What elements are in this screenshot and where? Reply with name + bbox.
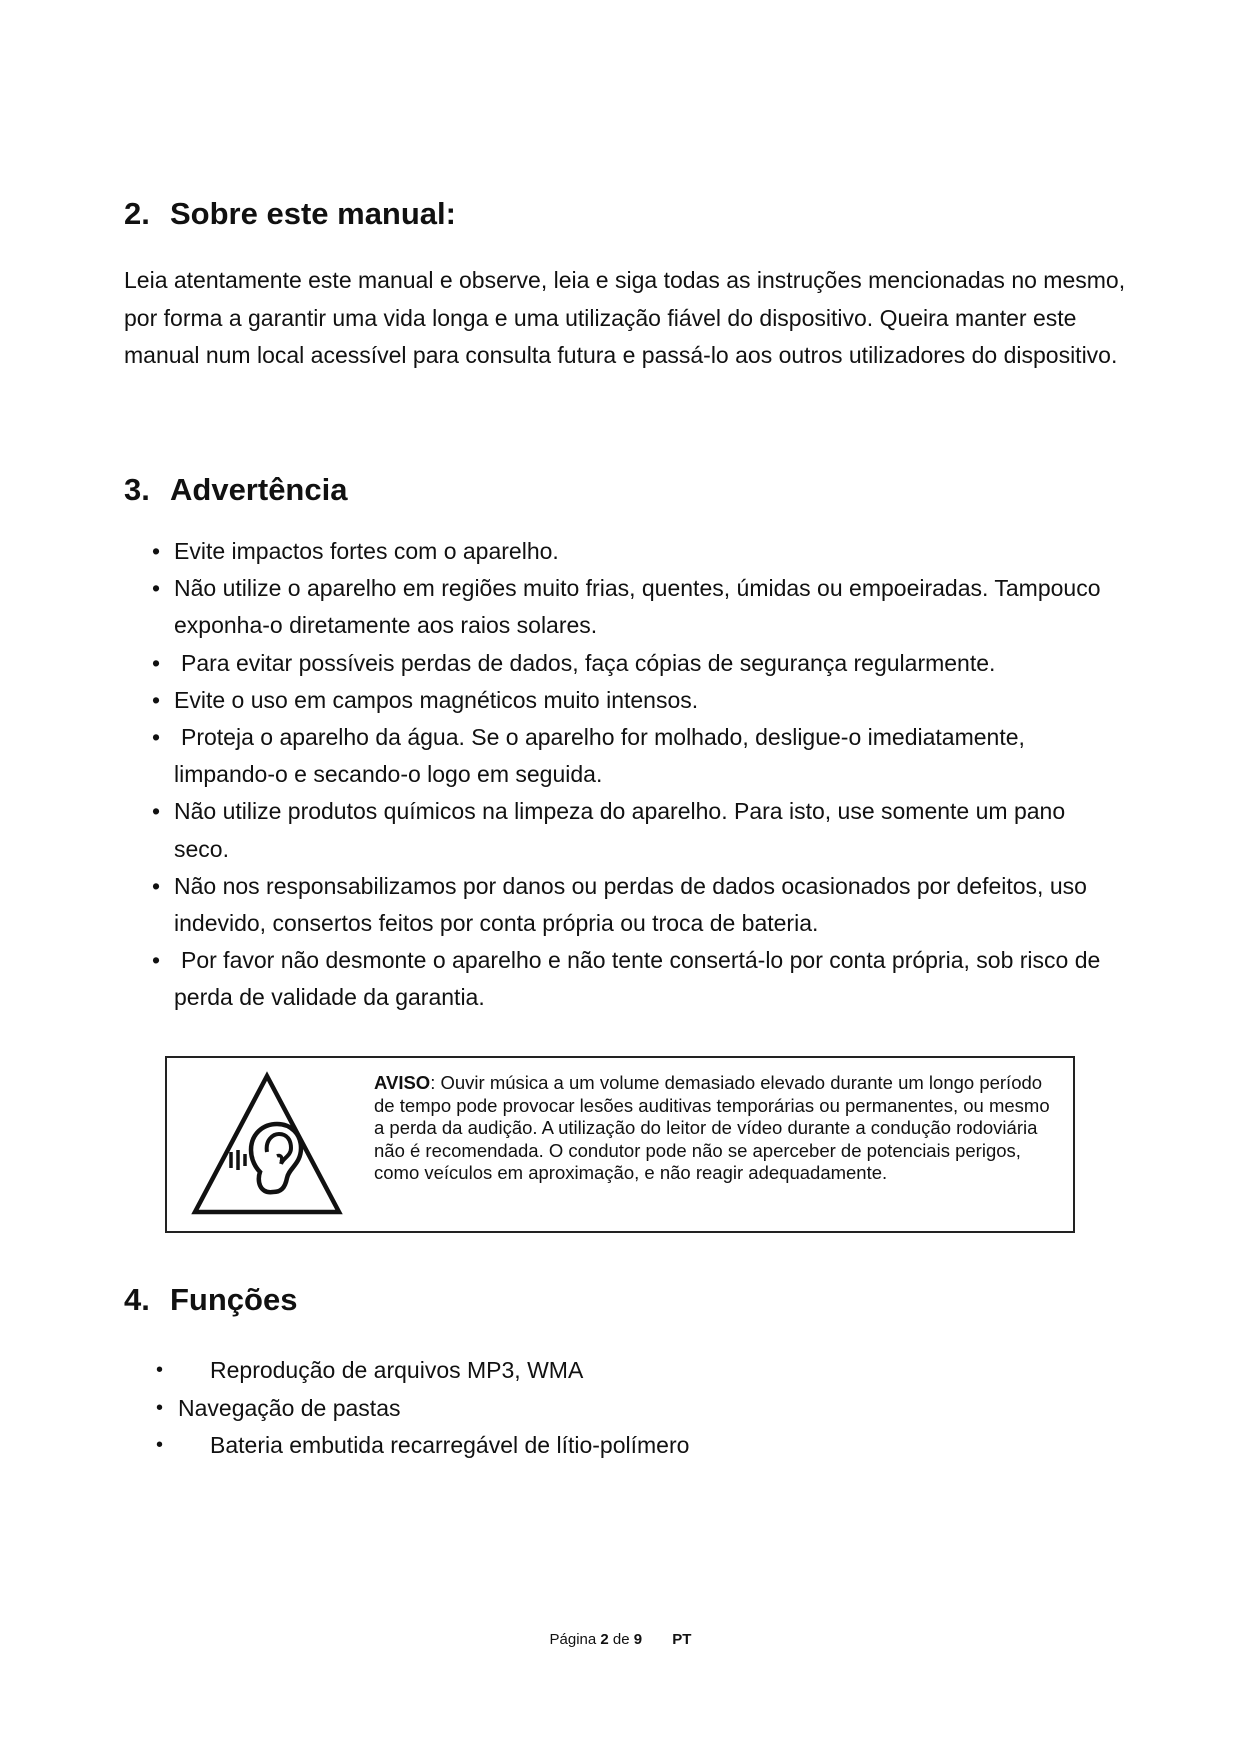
warning-list bbox=[124, 533, 1124, 1017]
section-heading-manual bbox=[124, 196, 456, 232]
list-item: • Bateria embutida recarregável de lítio-polímero bbox=[156, 1432, 690, 1458]
list-item: • Não nos responsabilizamos por danos ou perdas de dados ocasionados por defeitos, uso indevido, consertos feitos por conta própria ou troca de bateria. bbox=[152, 872, 1087, 937]
list-item: • Reprodução de arquivos MP3, WMA bbox=[156, 1357, 584, 1383]
list-item: • Evite impactos fortes com o aparelho. bbox=[152, 538, 559, 564]
hearing-warning-text: AVISO: Ouvir música a um volume demasiado elevado durante um longo período de tempo pode provocar lesões auditivas temporárias ou permanentes, ou mesmo a perda da audição. A utilização do leitor de vídeo durante a condução rodoviária não é recomendada. O condutor pode não se aperceber de potenciais perigos, como veículos em aproximação, e não reagir adequadamente. bbox=[374, 1072, 1050, 1184]
section-number: 2. bbox=[124, 196, 150, 231]
section-number: 4. bbox=[124, 1282, 150, 1317]
section-title: Advertência bbox=[170, 472, 348, 507]
list-item: • Por favor não desmonte o aparelho e não tente consertá-lo por conta própria, sob risco de perda de validade da garantia. bbox=[152, 947, 1101, 1011]
hearing-warning-icon bbox=[187, 1068, 347, 1220]
list-item: • Navegação de pastas bbox=[156, 1394, 401, 1421]
manual-paragraph: Leia atentamente este manual e observe, leia e siga todas as instruções mencionadas no mesmo, por forma a garantir uma vida longa e uma utilização fiável do dispositivo. Queira manter este manual num local acessível para consulta futura e passá-lo aos outros utilizadores do dispositivo. bbox=[124, 267, 1126, 368]
total-pages: 9 bbox=[633, 1631, 643, 1648]
page-footer bbox=[0, 1630, 1241, 1650]
section-title: Sobre este manual: bbox=[170, 196, 456, 231]
list-item: • Evite o uso em campos magnéticos muito intensos. bbox=[152, 686, 699, 713]
warning-label: AVISO bbox=[374, 1072, 431, 1093]
list-item: • Proteja o aparelho da água. Se o aparelho for molhado, desligue-o imediatamente, limpando-o e secando-o logo em seguida. bbox=[152, 724, 1025, 788]
section-heading-functions bbox=[124, 1282, 297, 1318]
current-page: 2 bbox=[600, 1631, 609, 1648]
page-word: Página bbox=[549, 1631, 597, 1648]
of-word: de bbox=[612, 1631, 630, 1648]
section-number: 3. bbox=[124, 472, 150, 507]
language-code: PT bbox=[672, 1631, 692, 1648]
list-item: • Não utilize o aparelho em regiões muito frias, quentes, úmidas ou empoeiradas. Tampouco exponha-o diretamente aos raios solares. bbox=[152, 575, 1101, 639]
section-title: Funções bbox=[170, 1282, 298, 1317]
functions-list bbox=[124, 1352, 689, 1465]
section-heading-warning bbox=[124, 472, 347, 508]
list-item: • Não utilize produtos químicos na limpeza do aparelho. Para isto, use somente um pano seco. bbox=[152, 798, 1066, 862]
list-item: • Para evitar possíveis perdas de dados, faça cópias de segurança regularmente. bbox=[152, 649, 996, 676]
hearing-warning-box bbox=[165, 1056, 1075, 1233]
